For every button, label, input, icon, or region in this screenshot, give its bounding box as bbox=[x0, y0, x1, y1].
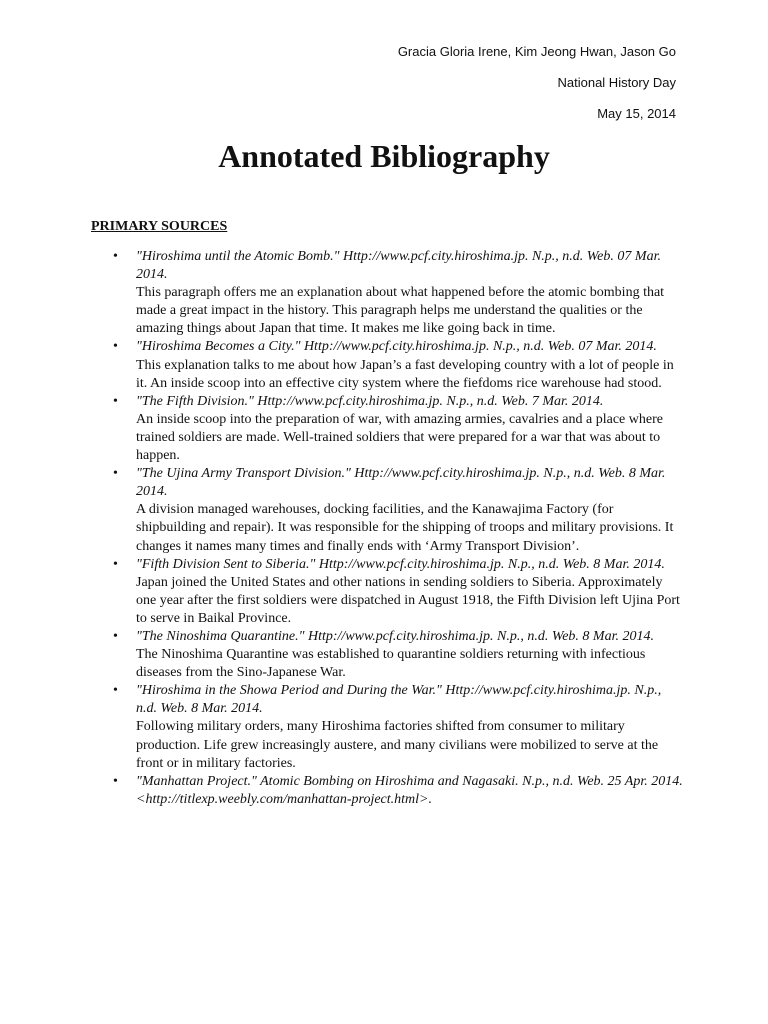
bullet-icon: • bbox=[113, 773, 118, 789]
entry-citation: "The Fifth Division." Http://www.pcf.city.hiroshima.jp. N.p., n.d. Web. 7 Mar. 2014. bbox=[136, 393, 604, 409]
bibliography-entry bbox=[0, 556, 768, 628]
page-title: Annotated Bibliography bbox=[218, 138, 550, 174]
entry-citation: "Hiroshima Becomes a City." Http://www.pcf.city.hiroshima.jp. N.p., n.d. Web. 07 Mar. 2014. bbox=[136, 339, 657, 355]
date-line: May 15, 2014 bbox=[597, 106, 676, 121]
event-line: National History Day bbox=[557, 75, 676, 90]
entry-annotation: The Ninoshima Quarantine was established to quarantine soldiers returning with infectious diseases from the Sino-Japanese War. bbox=[136, 647, 646, 681]
bullet-icon: • bbox=[113, 393, 118, 409]
bibliography-entry bbox=[0, 682, 768, 772]
entry-annotation: An inside scoop into the preparation of war, with amazing armies, cavalries and a place where trained soldiers are made. Well-trained soldiers that were prepared for a war that was about to happen. bbox=[136, 411, 663, 464]
bullet-icon: • bbox=[113, 556, 118, 572]
entry-annotation: This paragraph offers me an explanation about what happened before the atomic bombing that made a great impact in the history. This paragraph helps me understand the qualities or the amazing things about Japan that time. It makes me like going back in time. bbox=[136, 285, 665, 337]
bullet-icon: • bbox=[113, 339, 118, 355]
entry-citation: "The Ujina Army Transport Division." Http://www.pcf.city.hiroshima.jp. N.p., n.d. Web. 8 Mar. 2014. bbox=[136, 466, 666, 500]
bibliography-list bbox=[0, 248, 768, 809]
bullet-icon: • bbox=[113, 249, 118, 264]
bibliography-entry bbox=[0, 248, 768, 338]
bibliography-entry bbox=[0, 773, 768, 809]
entry-annotation: Japan joined the United States and other nations in sending soldiers to Siberia. Approximately one year after the first soldiers were dispatched in August 1918, the Fifth Division left Ujina Port to serve in Baikal Province. bbox=[136, 574, 680, 626]
bibliography-entry bbox=[0, 465, 768, 555]
entry-annotation: This explanation talks to me about how Japan’s a fast developing country with a lot of people in it. An inside scoop into an effective city system where the fiefdoms rice warehouse had stood. bbox=[136, 357, 674, 391]
authors-line: Gracia Gloria Irene, Kim Jeong Hwan, Jason Go bbox=[397, 44, 676, 59]
entry-citation: "Manhattan Project." Atomic Bombing on Hiroshima and Nagasaki. N.p., n.d. Web. 25 Apr. 2014. <http://titlexp.weebly.com/manhattan-project.html>. bbox=[136, 773, 683, 807]
entry-citation: "Hiroshima until the Atomic Bomb." Http://www.pcf.city.hiroshima.jp. N.p., n.d. Web. 07 Mar. 2014. bbox=[136, 249, 661, 283]
entry-annotation: A division managed warehouses, docking facilities, and the Kanawajima Factory (for shipbuilding and repair). It was responsible for the shipping of troops and military provisions. It changes it names many times and finally ends with ‘Army Transport Division’. bbox=[136, 502, 674, 554]
bullet-icon: • bbox=[113, 683, 118, 699]
entry-citation: "The Ninoshima Quarantine." Http://www.pcf.city.hiroshima.jp. N.p., n.d. Web. 8 Mar. 2014. bbox=[136, 628, 654, 644]
bullet-icon: • bbox=[113, 466, 118, 482]
bibliography-entry bbox=[0, 628, 768, 682]
document-header bbox=[256, 44, 676, 137]
bibliography-entry bbox=[0, 338, 768, 392]
entry-citation: "Fifth Division Sent to Siberia." Http://www.pcf.city.hiroshima.jp. N.p., n.d. Web. 8 Mar. 2014. bbox=[136, 556, 665, 572]
bullet-icon: • bbox=[113, 628, 118, 644]
entry-citation: "Hiroshima in the Showa Period and During the War." Http://www.pcf.city.hiroshima.jp. N.p., n.d. Web. 8 Mar. 2014. bbox=[136, 683, 662, 717]
bibliography-entry bbox=[0, 393, 768, 465]
entry-annotation: Following military orders, many Hiroshima factories shifted from consumer to military production. Life grew increasingly austere, and many civilians were mobilized to serve at the front or in military factories. bbox=[136, 719, 659, 771]
section-heading: PRIMARY SOURCES bbox=[91, 219, 228, 234]
